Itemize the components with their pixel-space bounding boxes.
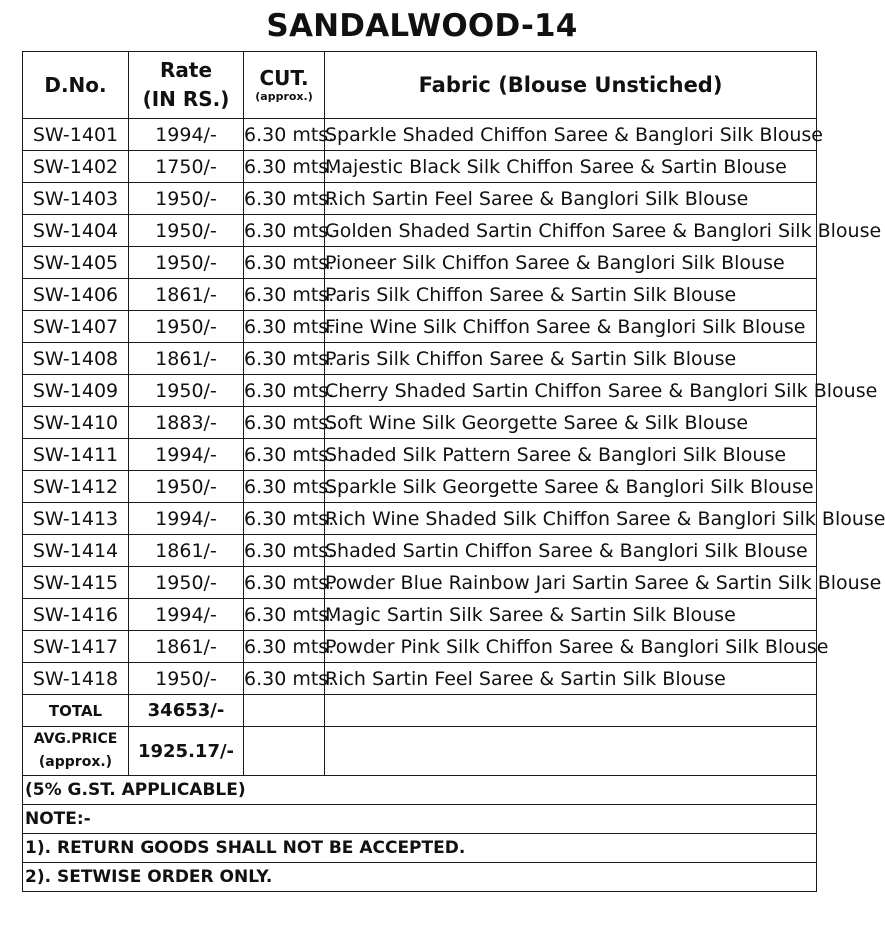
design-number-cell: SW-1408 xyxy=(23,343,129,375)
cut-cell: 6.30 mts. xyxy=(244,151,325,183)
fabric-cell: Paris Silk Chiffon Saree & Sartin Silk Blouse xyxy=(325,343,817,375)
page-title: SANDALWOOD-14 xyxy=(266,8,578,44)
cut-cell: 6.30 mts. xyxy=(244,631,325,663)
total-value: 34653/- xyxy=(129,695,244,727)
avg-price-label-line1: AVG.PRICE xyxy=(33,731,118,747)
fabric-cell: Magic Sartin Silk Saree & Sartin Silk Blouse xyxy=(325,599,817,631)
table-row xyxy=(23,631,817,663)
header-rate xyxy=(129,52,244,119)
rate-cell: 1950/- xyxy=(129,311,244,343)
rate-cell: 1861/- xyxy=(129,279,244,311)
fabric-cell: Majestic Black Silk Chiffon Saree & Sartin Blouse xyxy=(325,151,817,183)
cut-cell: 6.30 mts. xyxy=(244,439,325,471)
design-number-cell: SW-1415 xyxy=(23,567,129,599)
cut-cell: 6.30 mts. xyxy=(244,567,325,599)
avg-empty-fabric xyxy=(325,727,817,776)
design-number-cell: SW-1404 xyxy=(23,215,129,247)
design-number-cell: SW-1411 xyxy=(23,439,129,471)
avg-empty-cut xyxy=(244,727,325,776)
rate-cell: 1750/- xyxy=(129,151,244,183)
header-cut-line2: (approx.) xyxy=(255,90,313,103)
avg-price-label-line2: (approx.) xyxy=(38,754,113,770)
total-empty-cut xyxy=(244,695,325,727)
design-number-cell: SW-1405 xyxy=(23,247,129,279)
cut-cell: 6.30 mts. xyxy=(244,599,325,631)
design-number-cell: SW-1418 xyxy=(23,663,129,695)
rate-cell: 1950/- xyxy=(129,663,244,695)
cut-cell: 6.30 mts. xyxy=(244,343,325,375)
rate-cell: 1994/- xyxy=(129,599,244,631)
rate-cell: 1883/- xyxy=(129,407,244,439)
cut-cell: 6.30 mts. xyxy=(244,375,325,407)
design-number-cell: SW-1412 xyxy=(23,471,129,503)
table-row xyxy=(23,503,817,535)
header-cut xyxy=(244,52,325,119)
cut-cell: 6.30 mts. xyxy=(244,535,325,567)
cut-cell: 6.30 mts. xyxy=(244,183,325,215)
table-row xyxy=(23,567,817,599)
fabric-cell: Cherry Shaded Sartin Chiffon Saree & Banglori Silk Blouse xyxy=(325,375,817,407)
rate-cell: 1950/- xyxy=(129,471,244,503)
fabric-cell: Fine Wine Silk Chiffon Saree & Banglori Silk Blouse xyxy=(325,311,817,343)
design-number-cell: SW-1410 xyxy=(23,407,129,439)
note-row-2 xyxy=(23,863,817,892)
cut-cell: 6.30 mts. xyxy=(244,663,325,695)
rate-cell: 1950/- xyxy=(129,215,244,247)
design-number-cell: SW-1409 xyxy=(23,375,129,407)
header-dno xyxy=(23,52,129,119)
fabric-cell: Rich Sartin Feel Saree & Sartin Silk Blouse xyxy=(325,663,817,695)
fabric-cell: Shaded Silk Pattern Saree & Banglori Silk Blouse xyxy=(325,439,817,471)
table-row xyxy=(23,599,817,631)
total-label: TOTAL xyxy=(23,695,129,727)
table-row xyxy=(23,183,817,215)
design-number-cell: SW-1401 xyxy=(23,119,129,151)
cut-cell: 6.30 mts. xyxy=(244,279,325,311)
design-number-cell: SW-1417 xyxy=(23,631,129,663)
fabric-cell: Soft Wine Silk Georgette Saree & Silk Blouse xyxy=(325,407,817,439)
total-row xyxy=(23,695,817,727)
rate-cell: 1861/- xyxy=(129,631,244,663)
table-row xyxy=(23,215,817,247)
avg-price-value: 1925.17/- xyxy=(129,727,244,776)
price-list-table xyxy=(22,51,885,892)
table-row xyxy=(23,311,817,343)
design-number-cell: SW-1414 xyxy=(23,535,129,567)
rate-cell: 1861/- xyxy=(129,535,244,567)
fabric-cell: Shaded Sartin Chiffon Saree & Banglori Silk Blouse xyxy=(325,535,817,567)
total-empty-fabric xyxy=(325,695,817,727)
header-rate-line1: Rate xyxy=(159,58,213,82)
fabric-cell: Powder Blue Rainbow Jari Sartin Saree & Sartin Silk Blouse xyxy=(325,567,817,599)
fabric-cell: Sparkle Silk Georgette Saree & Banglori Silk Blouse xyxy=(325,471,817,503)
design-number-cell: SW-1406 xyxy=(23,279,129,311)
avg-price-label xyxy=(23,727,129,776)
note-row-heading xyxy=(23,805,817,834)
cut-cell: 6.30 mts. xyxy=(244,471,325,503)
rate-cell: 1950/- xyxy=(129,567,244,599)
note-heading: NOTE:- xyxy=(23,805,817,834)
rate-cell: 1994/- xyxy=(129,119,244,151)
table-row xyxy=(23,663,817,695)
note-item-1: 1). RETURN GOODS SHALL NOT BE ACCEPTED. xyxy=(23,834,817,863)
rate-cell: 1994/- xyxy=(129,503,244,535)
table-row xyxy=(23,119,817,151)
fabric-cell: Pioneer Silk Chiffon Saree & Banglori Silk Blouse xyxy=(325,247,817,279)
design-number-cell: SW-1402 xyxy=(23,151,129,183)
rate-cell: 1950/- xyxy=(129,247,244,279)
table-header-row xyxy=(23,52,817,119)
fabric-cell: Rich Wine Shaded Silk Chiffon Saree & Banglori Silk Blouse xyxy=(325,503,817,535)
table-row xyxy=(23,375,817,407)
fabric-cell: Sparkle Shaded Chiffon Saree & Banglori Silk Blouse xyxy=(325,119,817,151)
cut-cell: 6.30 mts. xyxy=(244,407,325,439)
rate-cell: 1950/- xyxy=(129,183,244,215)
table-row xyxy=(23,439,817,471)
rate-cell: 1861/- xyxy=(129,343,244,375)
cut-cell: 6.30 mts. xyxy=(244,247,325,279)
rate-cell: 1950/- xyxy=(129,375,244,407)
gst-note: (5% G.ST. APPLICABLE) xyxy=(23,776,817,805)
header-dno-label: D.No. xyxy=(44,73,107,97)
note-item-2: 2). SETWISE ORDER ONLY. xyxy=(23,863,817,892)
cut-cell: 6.30 mts. xyxy=(244,119,325,151)
table-row xyxy=(23,471,817,503)
table-row xyxy=(23,247,817,279)
table-row xyxy=(23,535,817,567)
table-row xyxy=(23,343,817,375)
header-rate-line2: (IN RS.) xyxy=(142,87,230,111)
header-fabric xyxy=(325,52,817,119)
design-number-cell: SW-1416 xyxy=(23,599,129,631)
design-number-cell: SW-1403 xyxy=(23,183,129,215)
cut-cell: 6.30 mts. xyxy=(244,311,325,343)
fabric-cell: Paris Silk Chiffon Saree & Sartin Silk Blouse xyxy=(325,279,817,311)
note-row-gst xyxy=(23,776,817,805)
design-number-cell: SW-1407 xyxy=(23,311,129,343)
fabric-cell: Powder Pink Silk Chiffon Saree & Banglori Silk Blouse xyxy=(325,631,817,663)
fabric-cell: Rich Sartin Feel Saree & Banglori Silk Blouse xyxy=(325,183,817,215)
design-number-cell: SW-1413 xyxy=(23,503,129,535)
table-row xyxy=(23,151,817,183)
avg-price-row xyxy=(23,727,817,776)
header-cut-line1: CUT. xyxy=(259,66,309,90)
note-row-1 xyxy=(23,834,817,863)
table-row xyxy=(23,407,817,439)
header-fabric-label: Fabric (Blouse Unstiched) xyxy=(418,73,723,97)
fabric-cell: Golden Shaded Sartin Chiffon Saree & Banglori Silk Blouse xyxy=(325,215,817,247)
cut-cell: 6.30 mts. xyxy=(244,503,325,535)
cut-cell: 6.30 mts. xyxy=(244,215,325,247)
rate-cell: 1994/- xyxy=(129,439,244,471)
table-row xyxy=(23,279,817,311)
